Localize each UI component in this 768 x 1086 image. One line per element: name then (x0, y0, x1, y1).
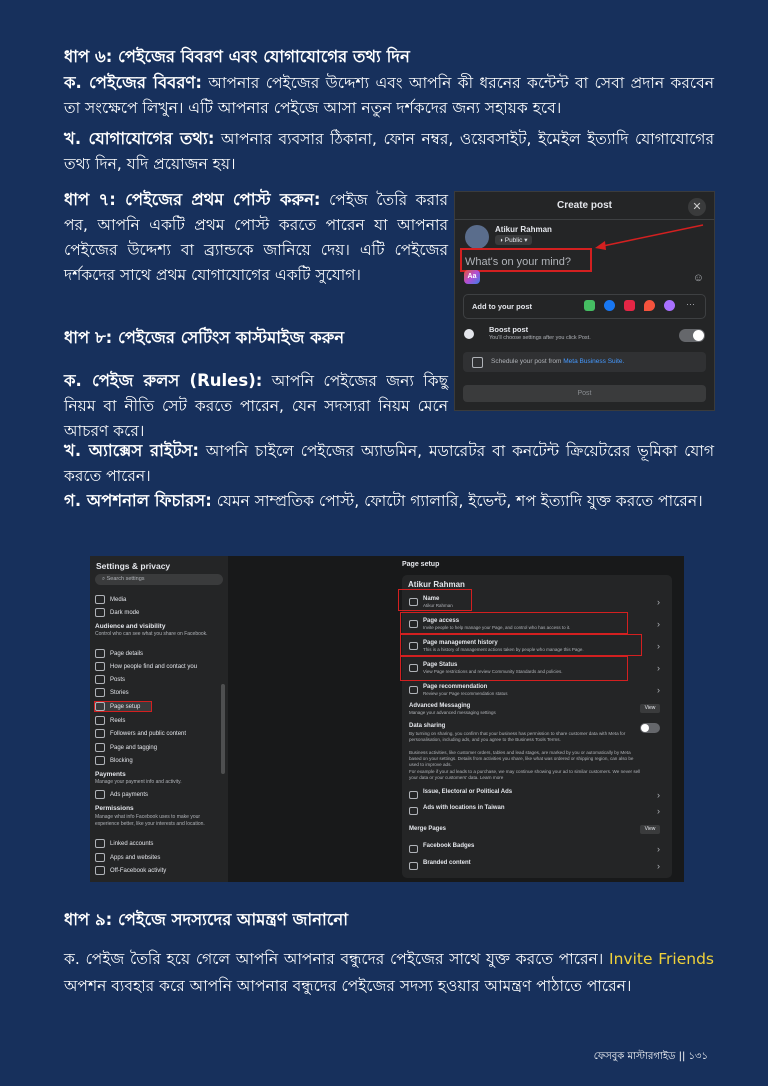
sidebar-item-page-details[interactable] (95, 649, 143, 658)
page-setup-panel (402, 575, 672, 878)
row-title: Page access (423, 618, 460, 624)
sidebar-item-page-tagging[interactable] (95, 743, 157, 752)
schedule-text (491, 358, 624, 365)
photo-icon[interactable] (584, 300, 595, 311)
step6-heading: ধাপ ৬: পেইজের বিবরণ এবং যোগাযোগের তথ্য দিন (64, 47, 410, 66)
posts-icon (95, 675, 105, 684)
sidebar-item-posts[interactable] (95, 675, 125, 684)
info-icon (95, 649, 105, 658)
permissions-heading: Permissions (95, 805, 134, 812)
moon-icon (95, 608, 105, 617)
sidebar-item-followers[interactable] (95, 729, 186, 738)
view-button[interactable]: View (640, 825, 660, 834)
row-subtitle: This is a history of management actions taken by people who manage this Page. (423, 647, 584, 652)
audience-description: Control who can see what you share on Facebook. (95, 631, 208, 637)
step6-paragraph-b (64, 126, 714, 177)
sidebar-item-dark-mode[interactable] (95, 608, 139, 617)
text-background-icon[interactable]: Aa (464, 270, 480, 284)
block-icon (95, 756, 105, 765)
chevron-right-icon: › (657, 790, 660, 800)
boost-post-label: Boost post (489, 325, 529, 334)
step7-text: পেইজ তৈরি করার পর, আপনি একটি প্রথম পোস্ট করতে পারেন যা আপনার পেইজের উদ্দেশ্য বা ব্র্যান্ডকে জানিয়ে দেয়। এটি পেইজের দর্শকদের সাথে প্রথম যোগাযোগের একটি সুযোগ। (64, 191, 448, 284)
sidebar-item-label: Reels (110, 718, 126, 725)
row-title: Page Status (423, 662, 458, 668)
sidebar-item-page-setup[interactable] (95, 702, 151, 711)
boost-toggle[interactable] (679, 329, 705, 342)
row-subtitle: View Page restrictions and review Community Standards and policies. (423, 669, 563, 674)
create-post-screenshot (454, 191, 715, 411)
row-subtitle: Manage your advanced messaging settings (409, 710, 496, 715)
data-sharing-text-3: For example if your ad leads to a purchase, we may continue showing your ad to similar customers. We never sell your data or your customers' data. Learn more (409, 769, 641, 780)
sidebar-item-label: Followers and public content (110, 731, 187, 738)
sidebar-item-label: Stories (110, 690, 129, 697)
people-icon (95, 662, 105, 671)
sidebar-item-label: How people find and contact you (110, 664, 198, 671)
step7-paragraph (64, 187, 448, 288)
globe-icon (95, 729, 105, 738)
activity-icon (95, 866, 105, 875)
step8-paragraph-b (64, 438, 714, 489)
apps-icon (95, 853, 105, 862)
location-icon[interactable] (644, 300, 655, 311)
row-title: Branded content (423, 860, 471, 866)
red-arrow-icon (591, 222, 711, 254)
sidebar-item-label: Off-Facebook activity (110, 868, 167, 875)
row-subtitle: Invite people to help manage your Page, and control who has access to it. (423, 625, 571, 630)
card-icon (95, 790, 105, 799)
sidebar-item-how-people[interactable] (95, 662, 197, 671)
boost-post-subtext: You'll choose settings after you click Post. (489, 335, 591, 341)
row-title: Data sharing (409, 723, 446, 729)
invite-friends-highlight: Invite Friends (609, 950, 715, 968)
divider (455, 219, 714, 220)
row-title: Page recommendation (423, 684, 488, 690)
highlight-box-status (400, 656, 628, 681)
row-title: Page management history (423, 640, 498, 646)
row-subtitle: Review your Page recommendation status (423, 691, 508, 696)
audience-selector[interactable]: ◑ Public ▾ (495, 235, 532, 245)
page-footer: ফেসবুক মাস্টারগাইড || ১৩১ (593, 1051, 708, 1062)
sidebar-item-apps-websites[interactable] (95, 853, 160, 862)
sidebar-item-label: Page setup (110, 704, 141, 711)
gif-icon[interactable] (664, 300, 675, 311)
live-video-icon[interactable] (624, 300, 635, 311)
step8-a-label: ক. পেইজ রুলস (Rules): (64, 371, 263, 390)
post-user-name: Atikur Rahman (495, 225, 552, 234)
sidebar-scrollbar[interactable] (221, 684, 225, 774)
schedule-bar[interactable] (463, 352, 706, 372)
row-title: Merge Pages (409, 826, 447, 832)
row-title: Advanced Messaging (409, 703, 471, 709)
view-button[interactable]: View (640, 704, 660, 713)
row-title: Ads with locations in Taiwan (423, 805, 505, 811)
sidebar-item-label: Page and tagging (110, 745, 158, 752)
close-icon[interactable]: ✕ (688, 198, 706, 216)
add-to-post-label: Add to your post (472, 302, 532, 311)
chevron-right-icon: › (657, 641, 660, 651)
chevron-right-icon: › (657, 597, 660, 607)
sidebar-item-label: Apps and websites (110, 855, 161, 862)
step9-paragraph (64, 946, 714, 1000)
step6-paragraph-a (64, 70, 714, 121)
sidebar-item-label: Ads payments (110, 792, 149, 799)
sidebar-item-linked-accounts[interactable] (95, 839, 153, 848)
search-placeholder: Search settings (106, 576, 145, 582)
stories-icon (95, 688, 105, 697)
boost-icon (464, 329, 474, 339)
issue-icon (409, 791, 418, 799)
chevron-right-icon: › (657, 619, 660, 629)
page-setup-title: Page setup (402, 561, 440, 568)
sidebar-item-label: Page details (110, 651, 144, 658)
step9-text-2: অপশন ব্যবহার করে আপনি আপনার বন্ধুদের পেইজের সদস্য হওয়ার আমন্ত্রণ পাঠাতে পারেন। (64, 977, 632, 995)
sidebar-item-media[interactable] (95, 595, 126, 604)
settings-title: Settings & privacy (96, 561, 171, 571)
media-icon (95, 595, 105, 604)
step9-heading: ধাপ ৯: পেইজে সদস্যদের আমন্ত্রণ জানানো (64, 910, 349, 929)
chevron-right-icon: › (657, 806, 660, 816)
sidebar-item-stories[interactable] (95, 688, 129, 697)
settings-sidebar (90, 556, 228, 882)
step8-c-text: যেমন সাম্প্রতিক পোস্ট, ফোটো গ্যালারি, ইভেন্ট, শপ ইত্যাদি যুক্ত করতে পারেন। (211, 492, 703, 510)
step6-a-text: আপনার পেইজের উদ্দেশ্য এবং আপনি কী ধরনের কন্টেন্ট বা সেবা প্রদান করবেন তা সংক্ষেপে লিখুন। এটি আপনার পেইজে আসা নতুন দর্শকদের জন্য সহায়ক হবে। (64, 74, 714, 117)
step8-heading: ধাপ ৮: পেইজের সেটিংস কাস্টমাইজ করুন (64, 328, 345, 347)
row-title: Facebook Badges (423, 843, 475, 849)
data-sharing-text-2: Business activities, like customer orders, tables and lead stages, are marked by you or automatically by Meta based on your settings. Details from activities you share, like what was ordered or shipping region, can also be used to improve ads. (409, 750, 634, 767)
payments-heading: Payments (95, 771, 126, 778)
step6-b-text: আপনার ব্যবসার ঠিকানা, ফোন নম্বর, ওয়েবসাইট, ইমেইল ইত্যাদি যোগাযোগের তথ্য দিন, যদি প্রয়োজন হয়। (64, 130, 714, 173)
tag-people-icon[interactable] (604, 300, 615, 311)
link-icon (95, 839, 105, 848)
flag-icon (95, 702, 105, 711)
sidebar-item-ads-payments[interactable] (95, 790, 148, 799)
post-text-input[interactable]: What's on your mind? (460, 248, 592, 272)
calendar-icon (472, 357, 483, 368)
create-post-title: Create post (556, 200, 612, 211)
settings-screenshot (90, 556, 684, 882)
sidebar-item-off-facebook[interactable] (95, 866, 166, 875)
tag-icon (95, 743, 105, 752)
more-options-icon[interactable]: ··· (686, 299, 695, 309)
row-title: Name (423, 596, 440, 602)
handshake-icon (409, 862, 418, 870)
step8-paragraph-a (64, 368, 448, 444)
sidebar-item-label: Linked accounts (110, 841, 154, 848)
highlight-box-access (400, 612, 628, 634)
search-settings-input[interactable]: ⌕ Search settings (95, 574, 223, 585)
recommendation-icon (409, 686, 418, 694)
chevron-right-icon: › (657, 685, 660, 695)
sidebar-item-label: Blocking (110, 758, 133, 765)
permissions-description: Manage what info Facebook uses to make your experience better, like your interests and location. (95, 814, 205, 827)
sidebar-item-label: Media (110, 597, 127, 604)
step8-c-label: গ. অপশনাল ফিচারস: (64, 491, 212, 510)
sidebar-item-label: Posts (110, 677, 126, 684)
add-to-post-bar (463, 294, 706, 319)
schedule-text-main: Schedule your post from (491, 358, 564, 365)
row-subtitle: Atikur Rahman (423, 603, 453, 608)
badge-icon (409, 845, 418, 853)
reels-icon (95, 716, 105, 725)
post-button[interactable]: Post (463, 385, 706, 402)
audience-heading: Audience and visibility (95, 623, 166, 630)
sidebar-item-blocking[interactable] (95, 756, 133, 765)
chevron-right-icon: › (657, 663, 660, 673)
step8-b-label: খ. অ্যাক্সেস রাইটস: (64, 441, 199, 460)
step7-label: ধাপ ৭: পেইজের প্রথম পোস্ট করুন: (64, 190, 321, 209)
sidebar-item-label: Dark mode (110, 610, 140, 617)
data-sharing-text-1: By turning on sharing, you confirm that your business has permission to share customer data with Meta for personalisation, including ads, and you agree to the Business Tools Terms. (409, 731, 626, 742)
step6-a-label: ক. পেইজের বিবরণ: (64, 73, 202, 92)
chevron-right-icon: › (657, 844, 660, 854)
sidebar-item-reels[interactable] (95, 716, 125, 725)
avatar (465, 225, 489, 249)
row-title: Issue, Electoral or Political Ads (423, 789, 513, 795)
step9-text-1: ক. পেইজ তৈরি হয়ে গেলে আপনি আপনার বন্ধুদের পেইজের সাথে যুক্ত করতে পারেন। (64, 950, 610, 968)
page-name: Atikur Rahman (408, 580, 465, 589)
step8-b-text: আপনি চাইলে পেইজের অ্যাডমিন, মডারেটর বা কনটেন্ট ক্রিয়েটরের ভূমিকা যোগ করতে পারেন। (64, 442, 714, 485)
step8-paragraph-c (64, 488, 714, 514)
location-icon (409, 807, 418, 815)
highlight-box-name (398, 589, 472, 611)
payments-description: Manage your payment info and activity. (95, 779, 182, 785)
step6-b-label: খ. যোগাযোগের তথ্য: (64, 129, 215, 148)
chevron-right-icon: › (657, 861, 660, 871)
highlight-box-history (400, 634, 642, 656)
emoji-icon[interactable]: ☺ (692, 272, 704, 284)
step8-a-text: আপনি পেইজের জন্য কিছু নিয়ম বা নীতি সেট করতে পারেন, যেন সদস্যরা নিয়ম মেনে আচরণ করে। (64, 372, 448, 440)
meta-business-suite-link[interactable]: Meta Business Suite. (563, 358, 625, 365)
